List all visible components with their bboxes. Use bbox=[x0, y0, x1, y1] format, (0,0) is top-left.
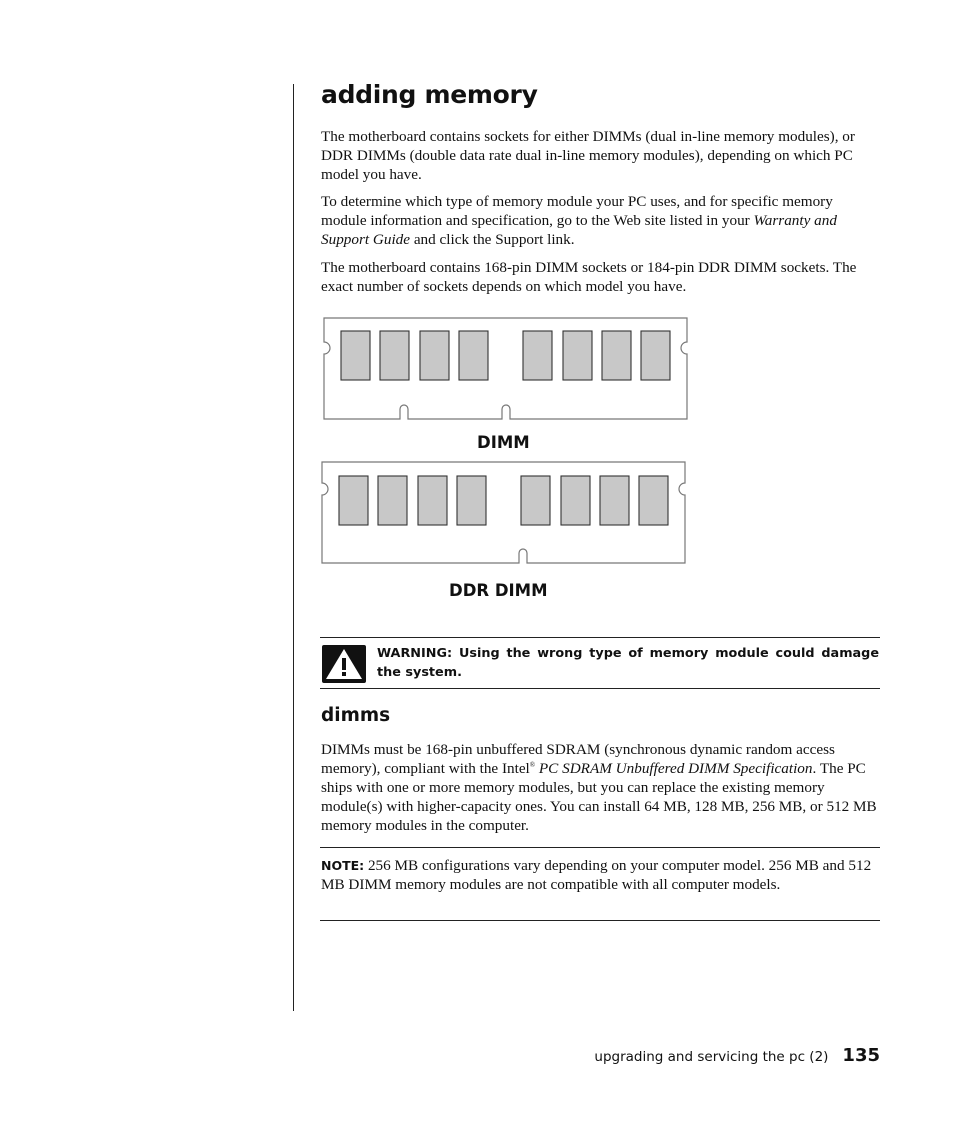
margin-rule bbox=[293, 84, 294, 1011]
warning-text: WARNING: Using the wrong type of memory module could damage the system. bbox=[377, 646, 879, 680]
ddr-dimm-chip bbox=[600, 476, 629, 525]
ddr-dimm-chip bbox=[457, 476, 486, 525]
ddr-dimm-illustration bbox=[318, 459, 690, 569]
guide-title: Warranty and Support Guide bbox=[321, 212, 837, 248]
note-top-rule bbox=[320, 847, 880, 848]
dimm-chip bbox=[641, 331, 670, 380]
warning-top-rule bbox=[320, 637, 880, 638]
ddr-dimm-chip bbox=[639, 476, 668, 525]
dimm-illustration bbox=[320, 315, 692, 425]
dimm-chip bbox=[420, 331, 449, 380]
dimms-paragraph: DIMMs must be 168-pin unbuffered SDRAM (synchronous dynamic random access memory), compliant with the Intel® PC SDRAM Unbuffered DIMM Specification. The PC ships with one or more memory modules, but you can replace the existing memory module(s) with higher-capacity ones. You can install 64 MB, 128 MB, 256 MB, or 512 MB memory modules in the computer. bbox=[321, 741, 877, 834]
dimm-chip bbox=[602, 331, 631, 380]
warning-triangle-icon bbox=[322, 645, 366, 683]
intro-paragraph-2: To determine which type of memory module your PC uses, and for specific memory module information and specification, go to the Web site listed in your Warranty and Support Guide and click the Support link. bbox=[321, 193, 837, 248]
dimm-chip bbox=[341, 331, 370, 380]
footer-section-title: upgrading and servicing the pc (2) bbox=[594, 1049, 829, 1065]
ddr-dimm-chip bbox=[378, 476, 407, 525]
ddr-dimm-chip bbox=[561, 476, 590, 525]
spec-title: PC SDRAM Unbuffered DIMM Specification bbox=[535, 760, 813, 777]
dimm-chip bbox=[563, 331, 592, 380]
page-title: adding memory bbox=[321, 80, 538, 109]
page-footer bbox=[540, 1045, 880, 1066]
intro-paragraph-1: The motherboard contains sockets for either DIMMs (dual in-line memory modules), or DDR DIMMs (double data rate dual in-line memory modules), depending on which PC model you have. bbox=[321, 128, 855, 183]
ddr-dimm-chip bbox=[418, 476, 447, 525]
dimm-chip bbox=[380, 331, 409, 380]
dimm-board-outline bbox=[324, 318, 687, 419]
note-lead: NOTE: bbox=[321, 858, 365, 873]
section-title-dimms: dimms bbox=[321, 705, 391, 726]
registered-mark: ® bbox=[529, 760, 536, 769]
dimm-chip bbox=[459, 331, 488, 380]
ddr-dimm-chip bbox=[339, 476, 368, 525]
dimm-label: DIMM bbox=[477, 433, 530, 452]
ddr-dimm-board-outline bbox=[322, 462, 685, 563]
ddr-dimm-chip bbox=[521, 476, 550, 525]
note-bottom-rule bbox=[320, 920, 880, 921]
dimm-chip bbox=[523, 331, 552, 380]
note-paragraph: NOTE: 256 MB configurations vary depending on your computer model. 256 MB and 512 MB DIMM memory modules are not compatible with all computer models. bbox=[321, 857, 872, 893]
ddr-dimm-label: DDR DIMM bbox=[449, 581, 548, 600]
intro-paragraph-3: The motherboard contains 168-pin DIMM sockets or 184-pin DDR DIMM sockets. The exact number of sockets depends on which model you have. bbox=[321, 259, 857, 295]
warning-bottom-rule bbox=[320, 688, 880, 689]
page-number: 135 bbox=[842, 1045, 880, 1066]
